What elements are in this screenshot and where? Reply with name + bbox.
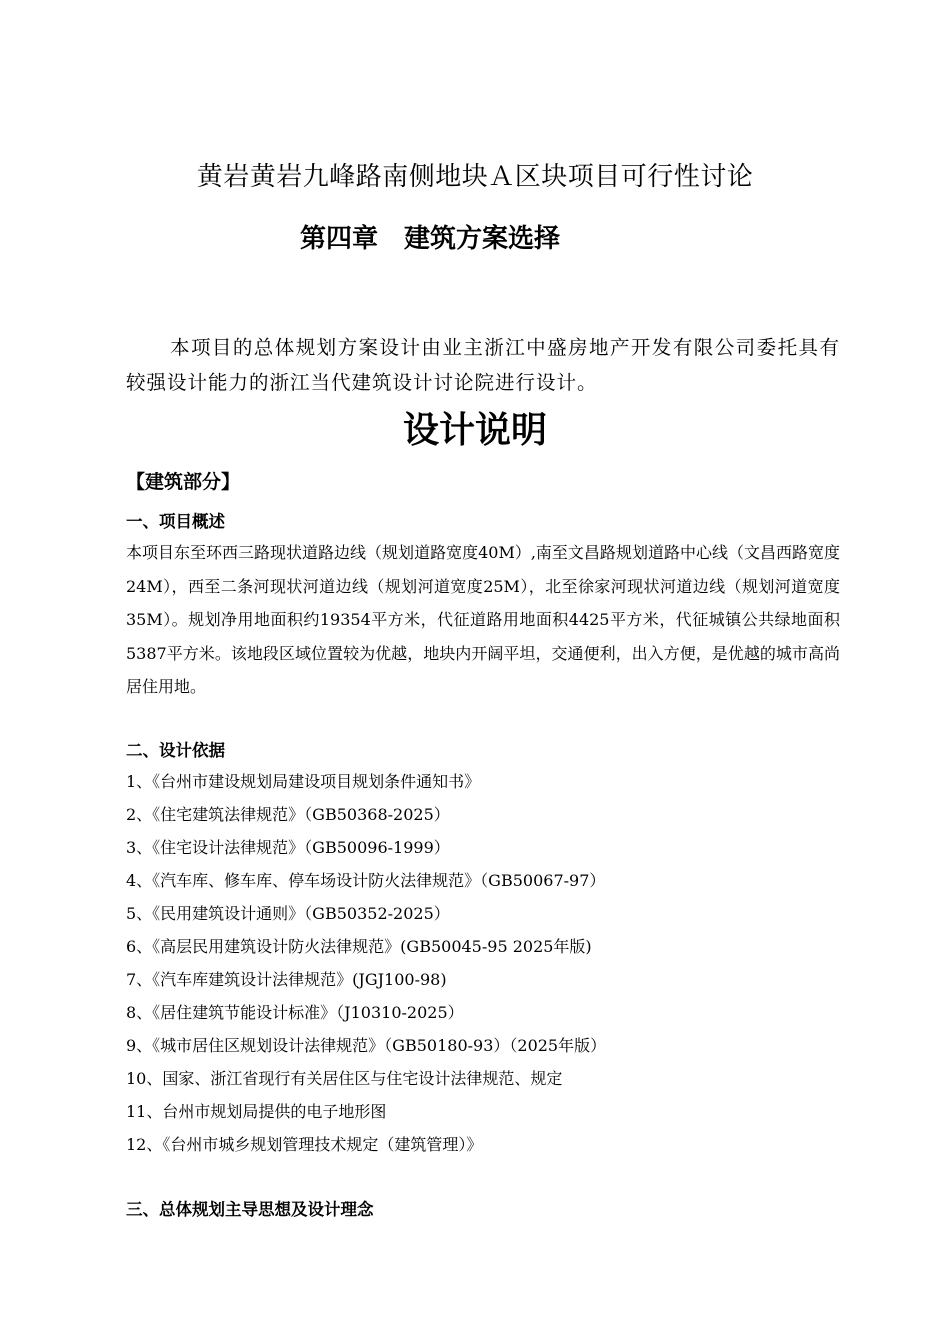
concept-heading: 三、总体规划主导思想及设计理念 [126,1200,374,1219]
list-item: 1、《台州市建设规划局建设项目规划条件通知书》 [126,772,481,791]
architecture-section-label: 【建筑部分】 [126,471,241,493]
overview-paragraph: 本项目东至环西三路现状道路边线（规划道路宽度40M）,南至文昌路规划道路中心线（文昌西路宽度24M），西至二条河现状河道边线（规划河道宽度25M），北至徐家河现状河道边线（规划河道宽度35M）。规划净用地面积约19354平方米，代征道路用地面积4425平方米，代征城镇公共绿地面积5387平方米。该地段区域位置较为优越，地块内开阔平坦，交通便利，出入方便，是优越的城市高尚居住用地。 [126,543,840,696]
list-item: 4、《汽车库、修车库、停车场设计防火法律规范》（GB50067-97） [126,871,606,890]
list-item: 3、《住宅设计法律规范》（GB50096-1999） [126,838,450,857]
list-item: 10、国家、浙江省现行有关居住区与住宅设计法律规范、规定 [126,1069,563,1088]
design-basis-heading: 二、设计依据 [126,741,225,760]
chapter-title: 第四章 建筑方案选择 [300,224,561,254]
list-item: 9、《城市居住区规划设计法律规范》（GB50180-93）（2025年版） [126,1036,607,1055]
intro-paragraph: 本项目的总体规划方案设计由业主浙江中盛房地产开发有限公司委托具有较强设计能力的浙江当代建筑设计讨论院进行设计。 [126,336,840,394]
document-title: 黄岩黄岩九峰路南侧地块Ａ区块项目可行性讨论 [196,162,754,192]
list-item: 6、《高层民用建筑设计防火法律规范》(GB50045-95 2025年版) [126,937,592,956]
design-basis-list [126,765,606,1161]
design-description-title: 设计说明 [402,409,547,451]
list-item: 12、《台州市城乡规划管理技术规定（建筑管理）》 [126,1135,483,1154]
overview-heading: 一、项目概述 [126,512,225,531]
list-item: 5、《民用建筑设计通则》（GB50352-2025） [126,904,450,923]
list-item: 2、《住宅建筑法律规范》（GB50368-2025） [126,805,450,824]
list-item: 7、《汽车库建筑设计法律规范》(JGJ100-98) [126,970,447,989]
list-item: 8、《居住建筑节能设计标准》（J10310-2025） [126,1003,464,1022]
list-item: 11、台州市规划局提供的电子地形图 [126,1102,387,1121]
